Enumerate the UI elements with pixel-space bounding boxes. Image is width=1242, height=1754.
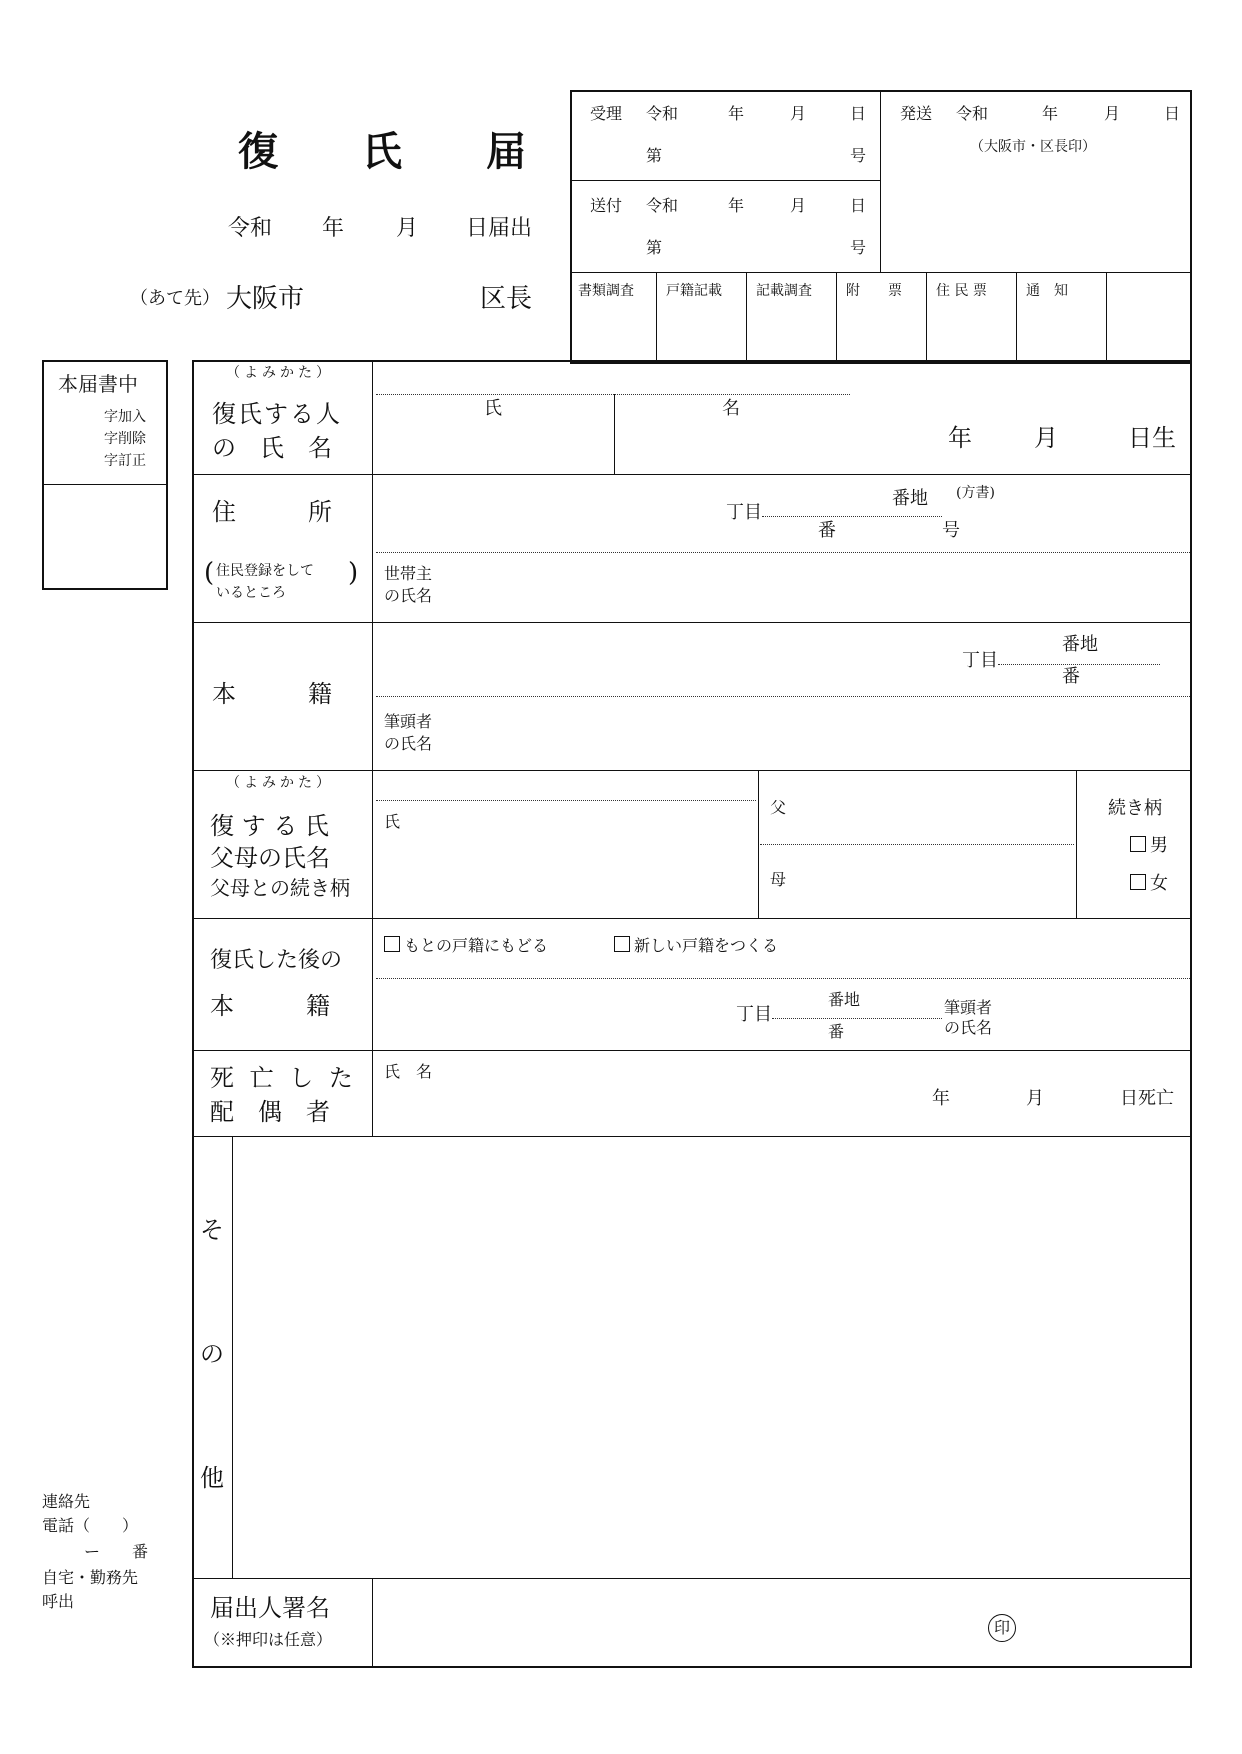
address-field[interactable]	[376, 478, 1190, 550]
receipt-no-suffix: 号	[850, 146, 867, 165]
chome-label: 丁目	[962, 650, 998, 671]
month-label: 月	[396, 216, 419, 241]
divider	[570, 180, 880, 181]
title-char: 氏	[362, 128, 402, 175]
other-char: 他	[200, 1464, 224, 1492]
row-divider	[192, 918, 1192, 919]
yomi-label: （よみかた）	[226, 365, 334, 381]
check-cell: 附 票	[846, 283, 902, 299]
dispatch-era: 令和	[956, 104, 989, 123]
head-of-family-label: の氏名	[944, 1018, 993, 1037]
given-name-label: 名	[722, 398, 740, 419]
after-label: 本 籍	[210, 992, 330, 1020]
addressee-city: 大阪市	[226, 284, 305, 314]
spouse-field[interactable]	[376, 1054, 1190, 1134]
banchi-label: 番地	[892, 488, 928, 509]
restore-surname-label: 氏	[384, 812, 401, 831]
label-column-divider	[372, 360, 373, 1136]
option-new-family-register[interactable]	[614, 936, 778, 954]
mother-name-field[interactable]	[790, 848, 1074, 916]
signature-field[interactable]	[376, 1582, 1190, 1664]
check-cell: 戸籍記載	[666, 283, 722, 299]
row-divider	[192, 770, 1192, 771]
divider	[372, 1578, 373, 1668]
year-label: 年	[322, 216, 345, 241]
receipt-year: 年	[728, 104, 745, 123]
honseki-label: 本 籍	[212, 680, 332, 708]
male-label: 男	[1150, 835, 1168, 856]
signer-label: 届出人署名	[210, 1594, 330, 1622]
forward-no-suffix: 号	[850, 238, 867, 257]
householder-label: 世帯主	[384, 564, 433, 583]
person-label: の 氏 名	[212, 434, 332, 462]
restore-label: 父母との続き柄	[210, 876, 350, 900]
death-day-label: 日死亡	[1120, 1088, 1174, 1109]
divider	[880, 90, 881, 272]
check-cell: 書類調査	[578, 283, 634, 299]
receipt-label: 受理	[590, 104, 623, 123]
row-divider	[192, 474, 1192, 475]
row-divider	[192, 1136, 1192, 1137]
contact-line: 電話（ ）	[42, 1516, 139, 1535]
head-of-family-label: 筆頭者	[944, 998, 993, 1017]
ban-label: 番	[818, 520, 836, 541]
divider	[570, 272, 1192, 273]
restore-surname-field[interactable]	[376, 804, 756, 916]
head-of-family-name-field[interactable]	[440, 700, 1188, 768]
checkbox[interactable]	[1130, 836, 1146, 852]
option-original-family-register[interactable]	[384, 936, 548, 954]
person-label: 復氏する人	[212, 400, 342, 428]
contact-line: 連絡先	[42, 1492, 91, 1511]
dotted-guide	[376, 696, 1190, 697]
title-char: 届	[486, 128, 526, 175]
address-note: 住民登録をして	[216, 563, 314, 579]
forward-label: 送付	[590, 196, 623, 215]
era-label: 令和	[228, 216, 273, 241]
chome-label: 丁目	[736, 1004, 772, 1025]
receipt-era: 令和	[646, 104, 679, 123]
spouse-label: 配 偶 者	[210, 1098, 330, 1126]
householder-name-field[interactable]	[440, 556, 1188, 620]
dispatch-month: 月	[1104, 104, 1121, 123]
row-divider	[192, 622, 1192, 623]
checkbox[interactable]	[1130, 874, 1146, 890]
option-label: もとの戸籍にもどる	[404, 936, 549, 955]
relation-female-option[interactable]	[1130, 874, 1168, 893]
surname-field[interactable]	[376, 398, 612, 472]
address-label: 住 所	[212, 498, 332, 526]
death-year-label: 年	[932, 1088, 950, 1109]
contact-line: ー 番	[84, 1542, 149, 1561]
office-use-box	[570, 90, 1192, 364]
ban-label: 番	[828, 1022, 845, 1041]
mother-label: 母	[770, 870, 787, 889]
receipt-no-prefix: 第	[646, 146, 663, 165]
head-of-family-label: 筆頭者	[384, 712, 433, 731]
day-filed-label: 日届出	[466, 216, 533, 241]
other-notes-field[interactable]	[236, 1140, 1190, 1574]
go-label: 号	[942, 520, 960, 541]
divider	[746, 272, 747, 364]
checkbox[interactable]	[384, 936, 400, 952]
father-name-field[interactable]	[790, 774, 1074, 842]
ban-label: 番	[1062, 666, 1080, 687]
dotted-guide	[376, 800, 756, 801]
restore-label: 父母の氏名	[210, 844, 330, 872]
head-of-family-label: の氏名	[384, 734, 433, 753]
divider	[42, 484, 168, 485]
checkbox[interactable]	[614, 936, 630, 952]
divider	[656, 272, 657, 364]
restore-label: 復 す る 氏	[210, 812, 329, 840]
addressee-suffix: 区長	[480, 284, 533, 314]
chome-label: 丁目	[726, 502, 762, 523]
surname-label: 氏	[484, 398, 502, 419]
female-label: 女	[1150, 873, 1168, 894]
contact-line: 自宅・勤務先	[42, 1568, 139, 1587]
dispatch-day: 日	[1164, 104, 1181, 123]
other-char: そ	[200, 1216, 224, 1244]
signer-note: （※押印は任意）	[204, 1630, 333, 1649]
dotted-guide	[760, 844, 1074, 845]
after-label: 復氏した後の	[210, 948, 343, 973]
katagaki-label: (方書)	[956, 485, 995, 501]
spouse-name-label: 氏 名	[384, 1062, 433, 1081]
given-name-field[interactable]	[616, 398, 856, 472]
divider	[1106, 272, 1107, 364]
birth-day-label: 日生	[1128, 424, 1176, 452]
row-divider	[192, 1578, 1192, 1579]
forward-month: 月	[790, 196, 807, 215]
birth-month-label: 月	[1034, 424, 1058, 452]
paren-close: )	[348, 558, 359, 588]
divider	[614, 394, 615, 474]
paren-open: (	[204, 558, 215, 588]
correction-line: 字削除	[104, 431, 146, 447]
divider	[836, 272, 837, 364]
check-cell: 住 民 票	[936, 283, 987, 299]
row-divider	[192, 1050, 1192, 1051]
forward-day: 日	[850, 196, 867, 215]
divider	[232, 1136, 233, 1578]
yomi-dotted-line	[376, 394, 850, 395]
addressee-prefix: （あて先）	[130, 288, 220, 309]
forward-era: 令和	[646, 196, 679, 215]
relation-male-option[interactable]	[1130, 836, 1168, 855]
householder-label: の氏名	[384, 586, 433, 605]
receipt-month: 月	[790, 104, 807, 123]
relation-label: 続き柄	[1108, 798, 1162, 819]
banchi-label: 番地	[1062, 634, 1098, 655]
correction-title: 本届書中	[58, 372, 138, 396]
death-month-label: 月	[1026, 1088, 1044, 1109]
divider	[1016, 272, 1017, 364]
divider	[758, 770, 759, 918]
title-char: 復	[238, 128, 278, 175]
forward-no-prefix: 第	[646, 238, 663, 257]
forward-year: 年	[728, 196, 745, 215]
father-label: 父	[770, 798, 787, 817]
birth-year-label: 年	[948, 424, 972, 452]
banchi-label: 番地	[828, 990, 861, 1009]
divider	[926, 272, 927, 364]
new-honseki-field[interactable]	[376, 982, 1190, 1048]
dispatch-year: 年	[1042, 104, 1059, 123]
seal-mark: 印	[988, 1614, 1016, 1642]
check-cell: 通 知	[1026, 283, 1068, 299]
divider	[1076, 770, 1077, 918]
address-note: いるところ	[216, 585, 286, 601]
correction-line: 字訂正	[104, 453, 146, 469]
honseki-field[interactable]	[376, 626, 1190, 694]
dotted-guide	[376, 552, 1190, 553]
receipt-day: 日	[850, 104, 867, 123]
check-cell: 記載調査	[756, 283, 812, 299]
other-char: の	[200, 1340, 224, 1368]
spouse-label: 死 亡 し た	[210, 1064, 357, 1092]
yomi-label: （よみかた）	[226, 775, 334, 791]
dispatch-seal-note: （大阪市・区長印）	[970, 139, 1096, 155]
dotted-guide	[376, 978, 1190, 979]
dispatch-label: 発送	[900, 104, 933, 123]
contact-line: 呼出	[42, 1592, 75, 1611]
correction-line: 字加入	[104, 409, 146, 425]
option-label: 新しい戸籍をつくる	[634, 936, 779, 955]
